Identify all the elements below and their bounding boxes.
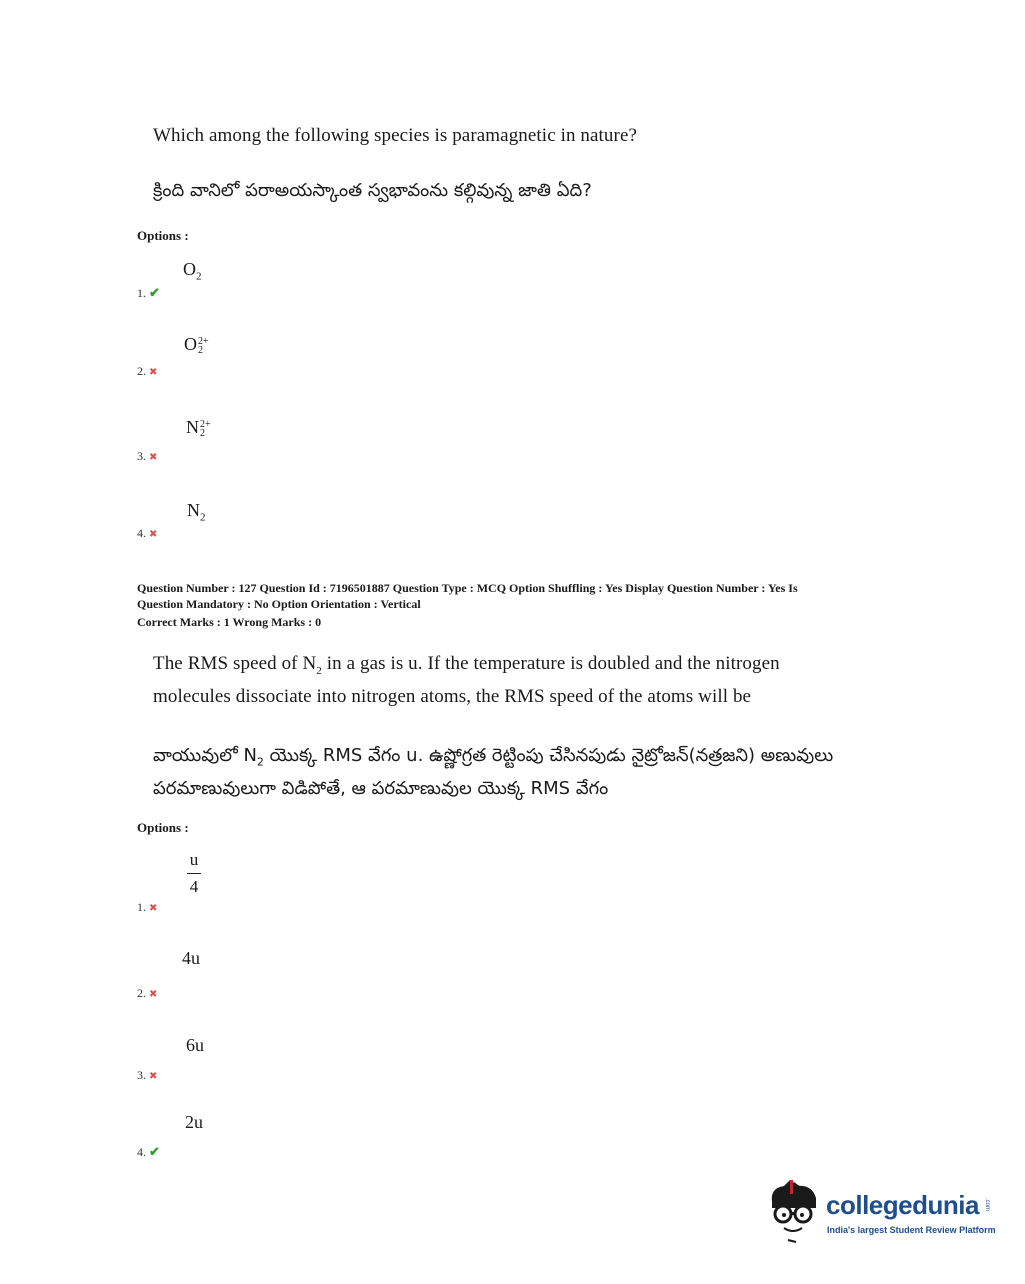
q2-option-3[interactable] [137, 1066, 157, 1084]
meta-line: Question Mandatory : No Option Orientation : Vertical [137, 597, 421, 611]
logo-suffix: .com [984, 1198, 990, 1212]
q2-option-1[interactable] [137, 898, 157, 916]
logo-tagline: India's largest Student Review Platform [827, 1225, 996, 1235]
cross-icon: ✖ [149, 903, 158, 914]
option-number: 3. [137, 1068, 146, 1082]
collegedunia-logo [766, 1178, 996, 1248]
check-icon: ✔ [149, 285, 160, 300]
q1-text-english: Which among the following species is paramagnetic in nature? [153, 125, 638, 146]
cross-icon: ✖ [149, 367, 158, 378]
logo-brand: collegedunia [826, 1190, 979, 1220]
q1-option-2[interactable] [137, 362, 157, 380]
q2-text-telugu-line2: పరమాణువులుగా విడిపోతే, ఆ పరమాణువుల యొక్క RMS వేగం [153, 778, 609, 799]
q2-option-4-value: 2u [185, 1112, 203, 1132]
option-number: 1. [137, 286, 146, 300]
fraction: $\frac{u}{4}$ [187, 850, 201, 897]
q2-option-1-value [187, 850, 201, 897]
check-icon: ✔ [149, 1144, 160, 1159]
q1-options-label: Options : [137, 228, 189, 243]
cross-icon: ✖ [149, 989, 158, 1000]
q2-options-label: Options : [137, 820, 189, 835]
q1-option-4[interactable] [137, 524, 157, 542]
meta-line: Correct Marks : 1 Wrong Marks : 0 [137, 615, 322, 629]
q2-option-3-value: 6u [186, 1035, 204, 1055]
option-number: 1. [137, 900, 146, 914]
q1-option-2-value: O 2+ 2 [184, 334, 209, 356]
cross-icon: ✖ [149, 529, 158, 540]
q2-text-english-line2: molecules dissociate into nitrogen atoms, the RMS speed of the atoms will be [153, 686, 752, 707]
q1-option-1[interactable] [137, 284, 160, 302]
option-number: 4. [137, 526, 146, 540]
q2-option-4[interactable] [137, 1143, 160, 1161]
q1-option-3[interactable] [137, 447, 157, 465]
q2-text-telugu-line1: వాయువులో $N_2$ యొక్క RMS వేగం u. ఉష్ణోగ్రత రెట్టింపు చేసినపుడు నైట్రోజన్(నత్రజని) అణువులు [153, 745, 834, 769]
q2-option-2-value: 4u [182, 948, 200, 968]
cross-icon: ✖ [149, 1071, 158, 1082]
meta-line: Question Number : 127 Question Id : 7196501887 Question Type : MCQ Option Shuffling : Yes Display Question Number : Yes Is [137, 581, 798, 595]
q2-metadata [137, 580, 867, 630]
option-number: 3. [137, 449, 146, 463]
mascot-icon [766, 1178, 824, 1244]
option-number: 2. [137, 364, 146, 378]
q2-text-english-line1: The RMS speed of $N_2$ in a gas is u. If the temperature is doubled and the nitrogen [153, 653, 780, 677]
option-number: 4. [137, 1145, 146, 1159]
q1-option-4-value: $N_2$ [187, 500, 206, 524]
cross-icon: ✖ [149, 452, 158, 463]
option-number: 2. [137, 986, 146, 1000]
q1-option-3-value: N 2+ 2 [186, 417, 211, 439]
q1-text-telugu: క్రింది వానిలో పరాఅయస్కాంత స్వభావంను కల్గివున్న జాతి ఏది? [153, 180, 592, 201]
q2-option-2[interactable] [137, 984, 157, 1002]
q1-option-1-value: $O_2$ [183, 259, 202, 283]
